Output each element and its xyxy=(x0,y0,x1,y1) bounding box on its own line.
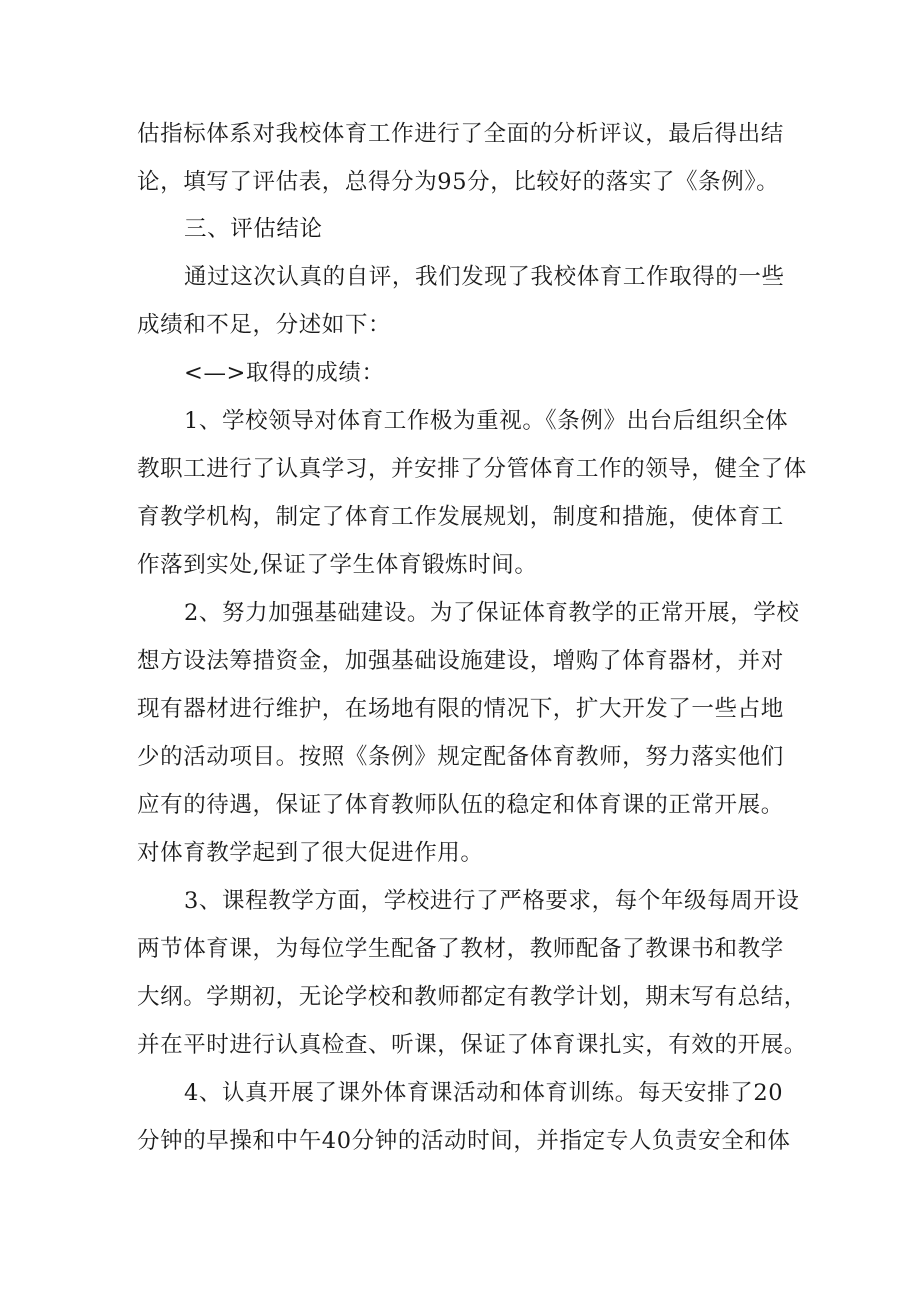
paragraph-line: 1、学校领导对体育工作极为重视。《条例》出台后组织全体 xyxy=(184,408,789,434)
paragraph-line: 并在平时进行认真检查、听课，保证了体育课扎实，有效的开展。 xyxy=(137,1032,807,1058)
paragraph-line: 两节体育课，为每位学生配备了教材，教师配备了教课书和教学 xyxy=(137,936,784,962)
paragraph-line: 大纲。学期初，无论学校和教师都定有教学计划，期末写有总结， xyxy=(137,984,807,1010)
paragraph-line: 育教学机构，制定了体育工作发展规划，制度和措施，使体育工 xyxy=(137,504,784,530)
paragraph-line: 想方设法筹措资金，加强基础设施建设，增购了体育器材，并对 xyxy=(137,648,784,674)
paragraph-line: 现有器材进行维护，在场地有限的情况下，扩大开发了一些占地 xyxy=(137,696,784,722)
paragraph-line: 少的活动项目。按照《条例》规定配备体育教师，努力落实他们 xyxy=(137,744,784,770)
paragraph-line: 4、认真开展了课外体育课活动和体育训练。每天安排了20 xyxy=(184,1080,784,1106)
paragraph-line: 分钟的早操和中午40分钟的活动时间，并指定专人负责安全和体 xyxy=(137,1128,791,1154)
paragraph-line: 2、努力加强基础建设。为了保证体育教学的正常开展，学校 xyxy=(184,600,800,626)
paragraph-line: 应有的待遇，保证了体育教师队伍的稳定和体育课的正常开展。 xyxy=(137,792,784,818)
paragraph-line: 成绩和不足，分述如下： xyxy=(137,312,392,338)
paragraph-line: 估指标体系对我校体育工作进行了全面的分析评议，最后得出结 xyxy=(137,121,784,147)
subsection-heading: <—>取得的成绩： xyxy=(184,360,385,386)
paragraph-line: 通过这次认真的自评，我们发现了我校体育工作取得的一些 xyxy=(184,264,785,290)
paragraph-line: 对体育教学起到了很大促进作用。 xyxy=(137,840,484,866)
section-heading: 三、评估结论 xyxy=(184,216,323,242)
paragraph-line: 作落到实处,保证了学生体育锻炼时间。 xyxy=(137,552,538,578)
paragraph-line: 3、课程教学方面，学校进行了严格要求，每个年级每周开设 xyxy=(184,888,800,914)
paragraph-line: 论，填写了评估表，总得分为95分，比较好的落实了《条例》。 xyxy=(137,169,780,195)
paragraph-line: 教职工进行了认真学习，并安排了分管体育工作的领导，健全了体 xyxy=(137,456,807,482)
